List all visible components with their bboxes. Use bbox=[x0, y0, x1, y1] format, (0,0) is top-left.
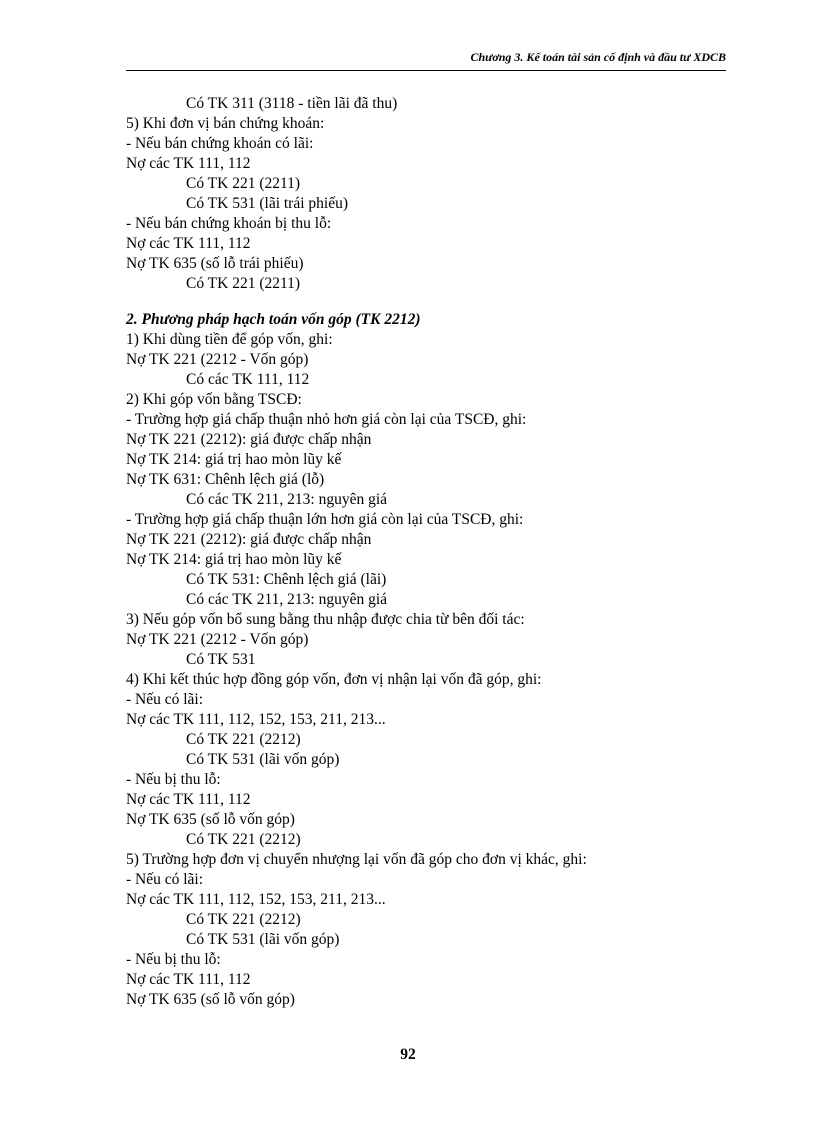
text-line: 2) Khi góp vốn bằng TSCĐ: bbox=[126, 391, 302, 408]
text-line: Nợ các TK 111, 112 bbox=[126, 971, 251, 988]
text-line: 4) Khi kết thúc hợp đồng góp vốn, đơn vị nhận lại vốn đã góp, ghi: bbox=[126, 671, 542, 688]
text-line: Có TK 221 (2211) bbox=[186, 275, 301, 292]
page-header bbox=[126, 48, 726, 71]
page-content bbox=[126, 94, 726, 1010]
section-sale-securities bbox=[126, 94, 726, 294]
section-heading: 2. Phương pháp hạch toán vốn góp (TK 2212) bbox=[126, 311, 421, 328]
text-line: Có các TK 111, 112 bbox=[186, 371, 310, 388]
text-line: Nợ TK 214: giá trị hao mòn lũy kế bbox=[126, 551, 342, 568]
text-line: Có TK 531 (lãi trái phiếu) bbox=[186, 195, 349, 212]
text-line: Nợ TK 221 (2212 - Vốn góp) bbox=[126, 351, 309, 368]
text-line: - Nếu có lãi: bbox=[126, 691, 204, 708]
text-line: Nợ TK 214: giá trị hao mòn lũy kế bbox=[126, 451, 342, 468]
section-capital-contribution bbox=[126, 330, 726, 1010]
text-line: Nợ TK 631: Chênh lệch giá (lỗ) bbox=[126, 471, 325, 488]
text-line: Có TK 221 (2212) bbox=[186, 731, 301, 748]
text-line: - Trường hợp giá chấp thuận lớn hơn giá còn lại của TSCĐ, ghi: bbox=[126, 511, 524, 528]
text-line: - Nếu bán chứng khoán bị thu lỗ: bbox=[126, 215, 332, 232]
text-line: 5) Trường hợp đơn vị chuyển nhượng lại vốn đã góp cho đơn vị khác, ghi: bbox=[126, 851, 587, 868]
text-line: 5) Khi đơn vị bán chứng khoán: bbox=[126, 115, 325, 132]
text-line: - Trường hợp giá chấp thuận nhỏ hơn giá còn lại của TSCĐ, ghi: bbox=[126, 411, 527, 428]
text-line: Có TK 221 (2212) bbox=[186, 831, 301, 848]
text-line: 3) Nếu góp vốn bổ sung bằng thu nhập được chia từ bên đối tác: bbox=[126, 611, 525, 628]
text-line: Có TK 221 (2212) bbox=[186, 911, 301, 928]
text-line: Nợ các TK 111, 112, 152, 153, 211, 213... bbox=[126, 711, 386, 728]
text-line: Có các TK 211, 213: nguyên giá bbox=[186, 491, 388, 508]
text-line: Có các TK 211, 213: nguyên giá bbox=[186, 591, 388, 608]
text-line: - Nếu có lãi: bbox=[126, 871, 204, 888]
text-line: Nợ TK 635 (số lỗ trái phiếu) bbox=[126, 255, 304, 272]
text-line: Có TK 531 bbox=[186, 651, 256, 668]
text-line: Nợ các TK 111, 112 bbox=[126, 235, 251, 252]
text-line: Có TK 311 (3118 - tiền lãi đã thu) bbox=[186, 95, 398, 112]
text-line: Nợ các TK 111, 112 bbox=[126, 155, 251, 172]
chapter-title: Chương 3. Kế toán tài sản cố định và đầu tư XDCB bbox=[470, 50, 726, 64]
text-line: Có TK 221 (2211) bbox=[186, 175, 301, 192]
text-line: Có TK 531: Chênh lệch giá (lãi) bbox=[186, 571, 387, 588]
text-line: Nợ TK 221 (2212): giá được chấp nhận bbox=[126, 431, 372, 448]
page-number: 92 bbox=[400, 1046, 416, 1063]
text-line: Nợ các TK 111, 112 bbox=[126, 791, 251, 808]
text-line: 1) Khi dùng tiền để góp vốn, ghi: bbox=[126, 331, 333, 348]
text-line: Có TK 531 (lãi vốn góp) bbox=[186, 751, 340, 768]
text-line: Nợ các TK 111, 112, 152, 153, 211, 213... bbox=[126, 891, 386, 908]
text-line: Nợ TK 635 (số lỗ vốn góp) bbox=[126, 991, 295, 1008]
text-line: Nợ TK 635 (số lỗ vốn góp) bbox=[126, 811, 295, 828]
text-line: - Nếu bán chứng khoán có lãi: bbox=[126, 135, 314, 152]
text-line: Nợ TK 221 (2212 - Vốn góp) bbox=[126, 631, 309, 648]
text-line: - Nếu bị thu lỗ: bbox=[126, 951, 221, 968]
text-line: Nợ TK 221 (2212): giá được chấp nhận bbox=[126, 531, 372, 548]
text-line: Có TK 531 (lãi vốn góp) bbox=[186, 931, 340, 948]
text-line: - Nếu bị thu lỗ: bbox=[126, 771, 221, 788]
